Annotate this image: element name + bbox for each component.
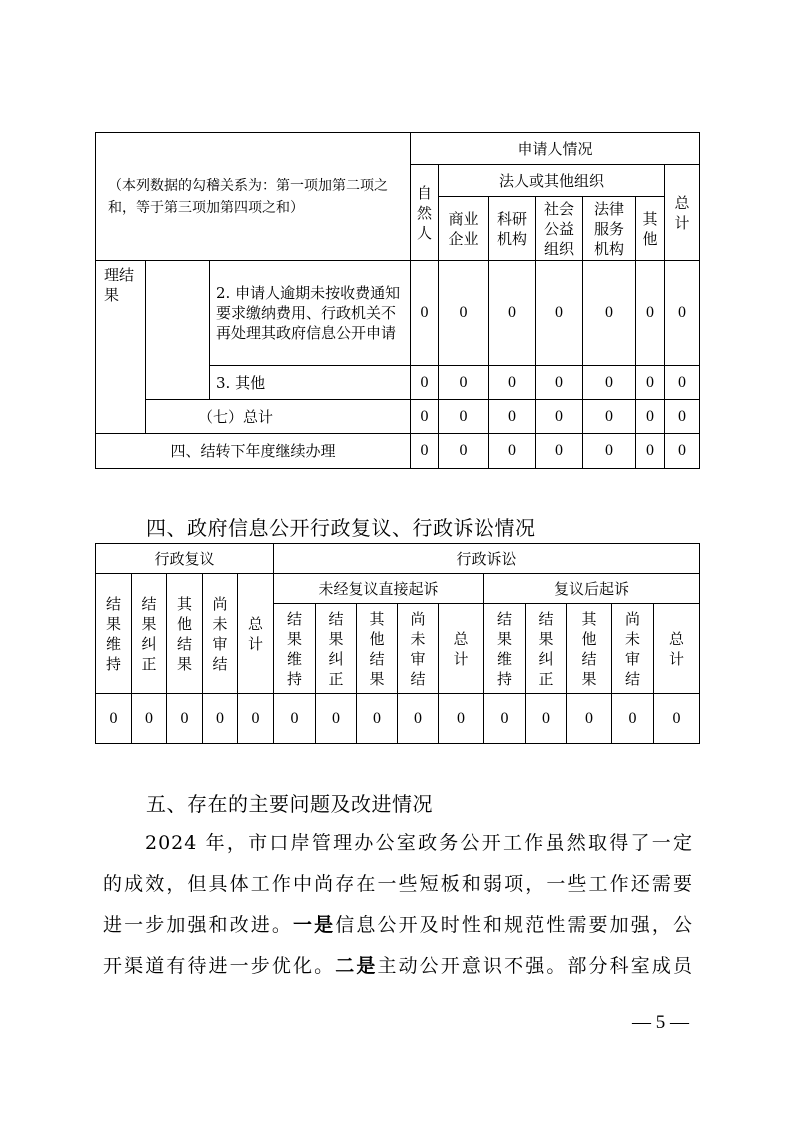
row-subcategory-cell	[146, 261, 210, 400]
section5-body	[103, 823, 693, 987]
col-header: 结果纠正	[132, 574, 167, 694]
emphasis-second: 二是	[335, 955, 378, 977]
cell-value: 0	[411, 434, 439, 469]
cell-value: 0	[238, 694, 274, 744]
cell-value: 0	[536, 366, 583, 400]
cell-value: 0	[489, 366, 536, 400]
cell-value: 0	[398, 694, 439, 744]
col-header: 其他结果	[357, 604, 398, 694]
col-header: 结果维持	[484, 604, 526, 694]
paragraph-line: 开渠道有待进一步优化。二是主动公开意识不强。部分科室成员	[103, 955, 693, 977]
cell-value: 0	[583, 434, 636, 469]
cell-value: 0	[439, 694, 484, 744]
cell-value: 0	[316, 694, 357, 744]
row-label: （七）总计	[146, 400, 411, 434]
row-label: 四、结转下年度继续办理	[96, 434, 411, 469]
col-header: 总计	[439, 604, 484, 694]
paragraph-line: 的成效，但具体工作中尚存在一些短板和弱项，一些工作还需要	[103, 873, 693, 895]
cell-value: 0	[583, 261, 636, 366]
legal-org-header: 法人或其他组织	[439, 165, 665, 197]
cell-value: 0	[439, 261, 489, 366]
col-header: 结果维持	[96, 574, 132, 694]
total-header: 总计	[665, 165, 700, 261]
section5-heading: 五、存在的主要问题及改进情况	[146, 792, 433, 816]
col-header: 尚未审结	[612, 604, 654, 694]
cell-value: 0	[583, 400, 636, 434]
cell-value: 0	[536, 400, 583, 434]
col-header: 其他结果	[567, 604, 612, 694]
section4-heading: 四、政府信息公开行政复议、行政诉讼情况	[146, 516, 536, 540]
cell-value: 0	[439, 400, 489, 434]
cell-value: 0	[654, 694, 700, 744]
emphasis-first: 一是	[293, 914, 336, 936]
cell-value: 0	[636, 261, 665, 366]
row-label: 3. 其他	[210, 366, 411, 400]
org-type-header: 科研机构	[489, 197, 536, 261]
org-type-header: 法律服务机构	[583, 197, 636, 261]
cell-value: 0	[526, 694, 567, 744]
cell-value: 0	[665, 434, 700, 469]
cell-value: 0	[489, 400, 536, 434]
cell-value: 0	[536, 434, 583, 469]
cell-value: 0	[167, 694, 203, 744]
column-relation-note: （本列数据的勾稽关系为：第一项加第二项之和，等于第三项加第四项之和）	[96, 133, 411, 261]
cell-value: 0	[439, 366, 489, 400]
direct-suit-header: 未经复议直接起诉	[274, 574, 484, 604]
applicant-table	[95, 132, 700, 469]
cell-value: 0	[636, 434, 665, 469]
col-header: 结果纠正	[316, 604, 357, 694]
cell-value: 0	[132, 694, 167, 744]
paragraph-line: 进一步加强和改进。一是信息公开及时性和规范性需要加强，公	[103, 914, 693, 936]
org-type-header: 其他	[636, 197, 665, 261]
col-header: 总计	[654, 604, 700, 694]
col-header: 尚未审结	[398, 604, 439, 694]
cell-value: 0	[636, 366, 665, 400]
cell-value: 0	[536, 261, 583, 366]
col-header: 尚未审结	[203, 574, 238, 694]
natural-person-header: 自然人	[411, 165, 439, 261]
page-number: — 5 —	[632, 1012, 689, 1033]
cell-value: 0	[411, 400, 439, 434]
org-type-header: 社会公益组织	[536, 197, 583, 261]
paragraph-line: 2024 年，市口岸管理办公室政务公开工作虽然取得了一定	[145, 832, 693, 854]
cell-value: 0	[636, 400, 665, 434]
org-type-header: 商业企业	[439, 197, 489, 261]
col-header: 结果纠正	[526, 604, 567, 694]
cell-value: 0	[203, 694, 238, 744]
cell-value: 0	[612, 694, 654, 744]
cell-value: 0	[665, 400, 700, 434]
cell-value: 0	[567, 694, 612, 744]
cell-value: 0	[411, 366, 439, 400]
admin-litigation-header: 行政诉讼	[274, 544, 700, 574]
cell-value: 0	[583, 366, 636, 400]
col-header: 总计	[238, 574, 274, 694]
admin-review-header: 行政复议	[96, 544, 274, 574]
cell-value: 0	[489, 261, 536, 366]
cell-value: 0	[274, 694, 316, 744]
after-review-suit-header: 复议后起诉	[484, 574, 700, 604]
review-litigation-table	[95, 543, 700, 744]
cell-value: 0	[665, 366, 700, 400]
applicant-situation-header: 申请人情况	[411, 133, 700, 165]
col-header: 其他结果	[167, 574, 203, 694]
row-label: 2. 申请人逾期未按收费通知要求缴纳费用、行政机关不再处理其政府信息公开申请	[210, 261, 411, 366]
cell-value: 0	[411, 261, 439, 366]
col-header: 结果维持	[274, 604, 316, 694]
cell-value: 0	[96, 694, 132, 744]
row-category-label: 理结果	[96, 261, 146, 434]
cell-value: 0	[357, 694, 398, 744]
cell-value: 0	[489, 434, 536, 469]
cell-value: 0	[439, 434, 489, 469]
cell-value: 0	[665, 261, 700, 366]
cell-value: 0	[484, 694, 526, 744]
